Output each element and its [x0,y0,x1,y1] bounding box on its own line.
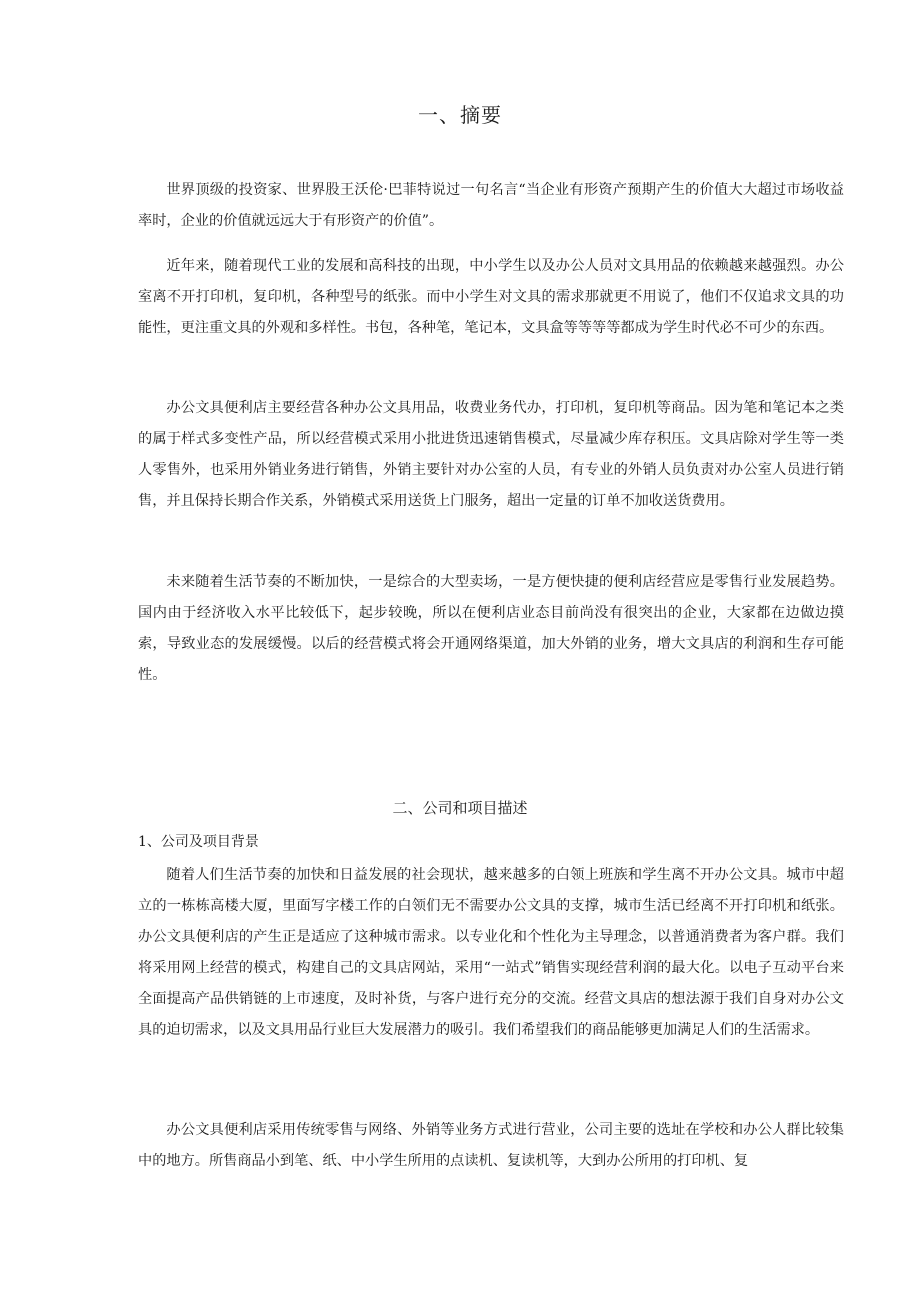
summary-paragraph-2: 近年来，随着现代工业的发展和高科技的出现，中小学生以及办公人员对文具用品的依赖越来越强烈。办公室离不开打印机，复印机，各种型号的纸张。而中小学生对文具的需求那就更不用说了，他们不仅追求文具的功能性，更注重文具的外观和多样性。书包，各种笔，笔记本，文具盒等等等等都成为学生时代必不可少的东西。 [138,258,844,336]
background-paragraph-1: 随着人们生活节奏的加快和日益发展的社会现状，越来越多的白领上班族和学生离不开办公文具。城市中超立的一栋栋高楼大厦，里面写字楼工作的白领们无不需要办公文具的支撑，城市生活已经离不开打印机和纸张。办公文具便利店的产生正是适应了这种城市需求。以专业化和个性化为主导理念，以普通消费者为客户群。我们将采用网上经营的模式，构建自己的文具店网站，采用“一站式”销售实现经营利润的最大化。以电子互动平台来全面提高产品供销链的上市速度，及时补货，与客户进行充分的交流。经营文具店的想法源于我们自身对办公文具的迫切需求，以及文具用品行业巨大发展潜力的吸引。我们希望我们的商品能够更加满足人们的生活需求。 [138,867,844,1038]
section-subheading: 1、公司及项目背景 [138,834,259,850]
page-title: 一、摘要 [418,103,502,127]
summary-paragraph-1: 世界顶级的投资家、世界股王沃伦·巴菲特说过一句名言“当企业有形资产预期产生的价值大大超过市场收益率时，企业的价值就远远大于有形资产的价值”。 [138,182,844,229]
section-title: 二、公司和项目描述 [392,799,528,817]
summary-paragraph-4: 未来随着生活节奏的不断加快，一是综合的大型卖场，一是方便快捷的便利店经营应是零售行业发展趋势。国内由于经济收入水平比较低下，起步较晚，所以在便利店业态目前尚没有很突出的企业，大家都在边做边摸索，导致业态的发展缓慢。以后的经营模式将会开通网络渠道，加大外销的业务，增大文具店的利润和生存可能性。 [138,574,844,683]
summary-paragraph-3: 办公文具便利店主要经营各种办公文具用品，收费业务代办，打印机，复印机等商品。因为笔和笔记本之类的属于样式多变性产品，所以经营模式采用小批进货迅速销售模式，尽量减少库存积压。文具店除对学生等一类人零售外，也采用外销业务进行销售，外销主要针对办公室的人员，有专业的外销人员负责对办公室人员进行销售，并且保持长期合作关系，外销模式采用送货上门服务，超出一定量的订单不加收送货费用。 [138,400,844,509]
background-paragraph-2: 办公文具便利店采用传统零售与网络、外销等业务方式进行营业，公司主要的选址在学校和办公人群比较集中的地方。所售商品小到笔、纸、中小学生所用的点读机、复读机等，大到办公所用的打印机、复 [138,1122,844,1169]
